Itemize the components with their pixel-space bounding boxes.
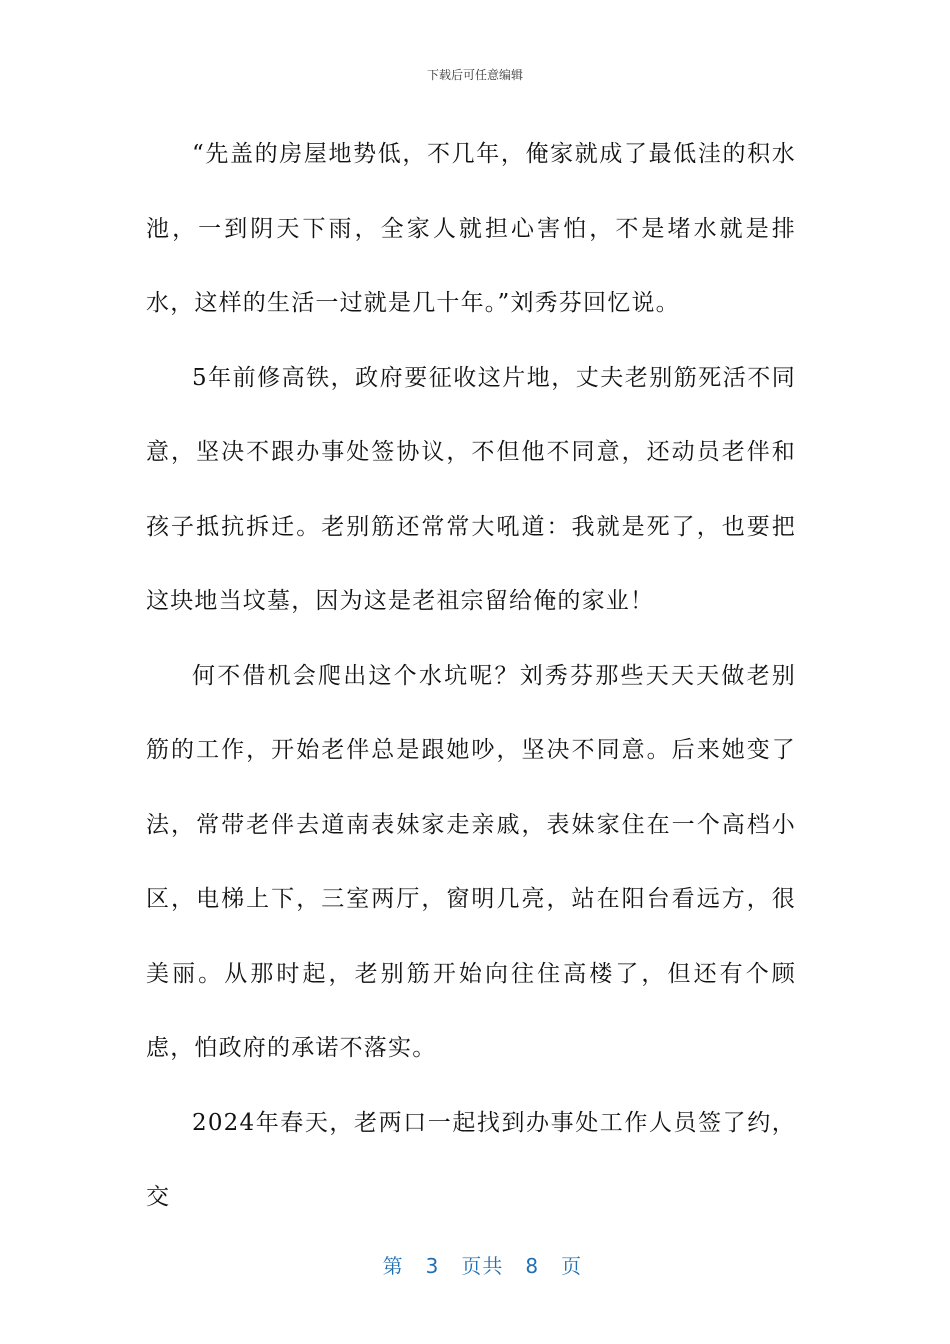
document-body xyxy=(146,117,796,1235)
page-suffix: 页 xyxy=(561,1254,583,1278)
page-number-footer xyxy=(0,1226,950,1279)
paragraph-4: 2024年春天，老两口一起找到办事处工作人员签了约，交 xyxy=(146,1109,796,1210)
page-middle: 页共 xyxy=(461,1254,504,1278)
page-prefix: 第 xyxy=(382,1254,404,1278)
header-note: 下载后可任意编辑 xyxy=(426,68,523,82)
page-total: 8 xyxy=(525,1254,540,1278)
paragraph-3: 何不借机会爬出这个水坑呢？刘秀芬那些天天天做老别筋的工作，开始老伴总是跟她吵，坚决不同意。后来她变了法，常带老伴去道南表妹家走亲戚，表妹家住在一个高档小区，电梯上下，三室两厅，窗明几亮，站在阳台看远方，很美丽。从那时起，老别筋开始向往住高楼了，但还有个顾虑，怕政府的承诺不落实。 xyxy=(146,662,796,1061)
paragraph-2: 5年前修高铁，政府要征收这片地，丈夫老别筋死活不同意，坚决不跟办事处签协议，不但他不同意，还动员老伴和孩子抵抗拆迁。老别筋还常常大吼道：我就是死了，也要把这块地当坟墓，因为这是老祖宗留给俺的家业！ xyxy=(146,364,796,614)
page-current: 3 xyxy=(425,1254,440,1278)
paragraph-1: “先盖的房屋地势低，不几年，俺家就成了最低洼的积水池，一到阴天下雨，全家人就担心害怕，不是堵水就是排水，这样的生活一过就是几十年。”刘秀芬回忆说。 xyxy=(146,141,796,316)
